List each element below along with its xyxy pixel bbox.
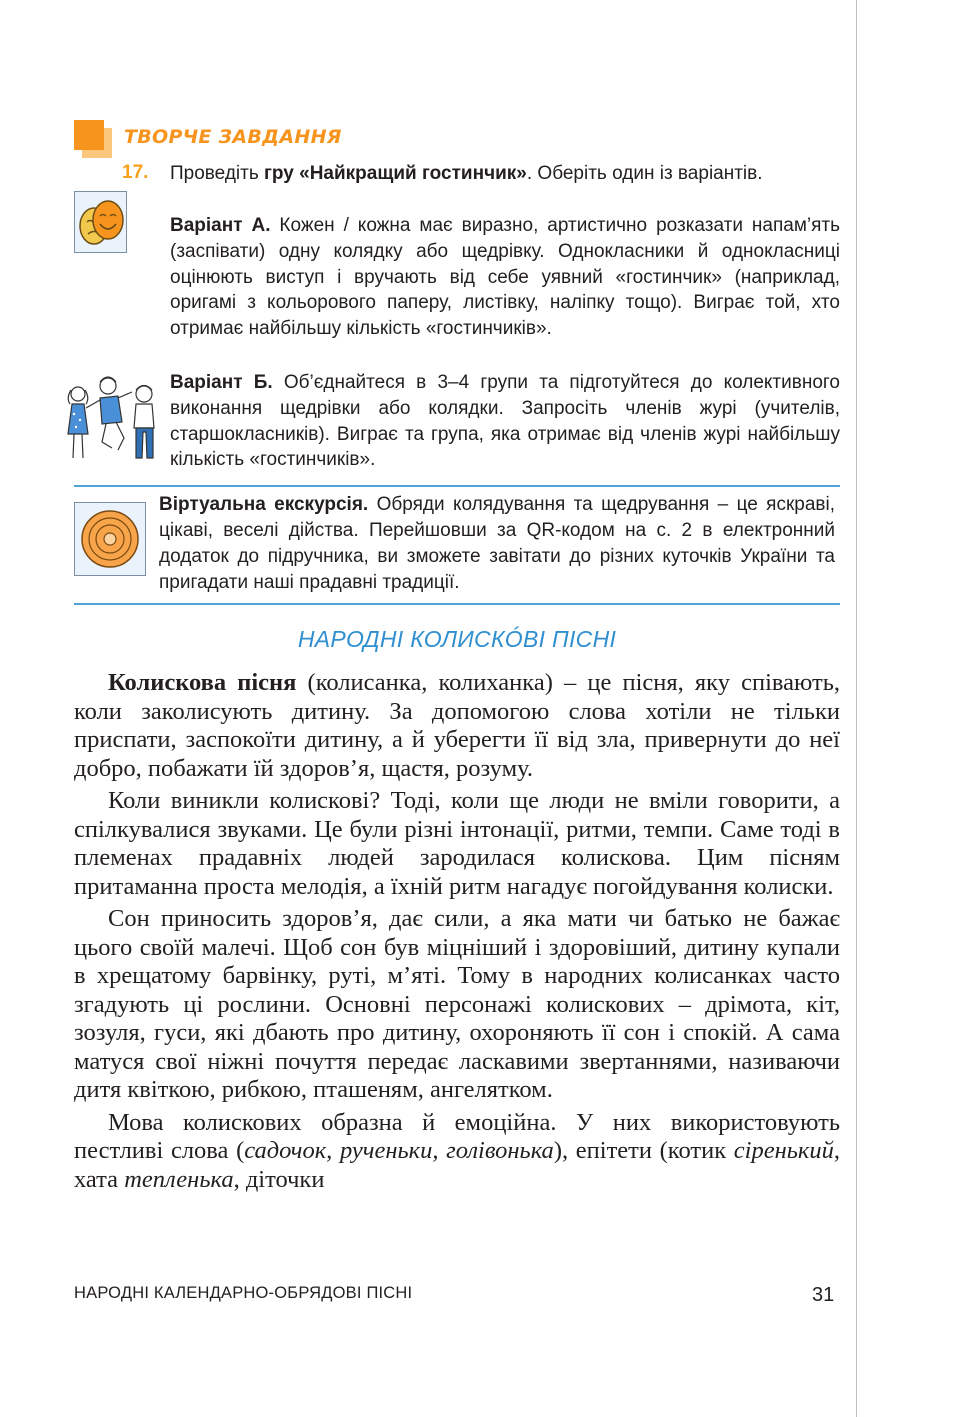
variant-a-label: Варіант А. (170, 215, 271, 236)
paragraph-2: Коли виникли колискові? Тоді, коли ще люди не вміли говорити, а спілкувалися звуками. Це були різні інтонації, ритми, темпи. Саме тоді в племенах прадавніх людей зародилася колискова. Цим пісням притаманна проста мелодія, а їхній ритм нагадує погойдування колиски. (74, 787, 840, 900)
variant-a (170, 213, 840, 342)
paragraph-4-italic: сіренький (733, 1137, 834, 1164)
running-footer-title: НАРОДНІ КАЛЕНДАРНО-ОБРЯДОВІ ПІСНІ (74, 1284, 413, 1302)
paragraph-3: Сон приносить здоров’я, дає сили, а яка мати чи батько не бажає цього своїй малечі. Щоб сон був міцніший і здоровіший, дитину купали в хрещатому барвінку, руті, м’яті. Тому в народних колисанках часто згадують ці рослини. Основні персонажі колискових – дрімота, кіт, зозуля, гуси, які дбають про дитину, охороняють її сон і спокій. А сама матуся свої ніжні почуття передає ласкавими звертаннями, називаючи дитя квіткою, рибкою, пташеням, ангелятком. (74, 905, 840, 1103)
paragraph-1-term: Колискова пісня (108, 669, 297, 696)
variant-a-text: Кожен / кожна має виразно, артистично розказати напам’ять (заспівати) одну колядку або щедрівку. Однокласники й однокласниці оцінюють виступ і вручають від себе уявний «гостинчик» (наприклад, оригамі з кольорового паперу, листівку, наліпку тощо). Виграє той, хто отримає найбільшу кількість «гостинчиків». (170, 215, 840, 340)
paragraph-1 (74, 669, 840, 783)
variant-b (170, 370, 840, 473)
game-name: гру «Найкращий гостинчик» (264, 163, 527, 184)
paragraph-4-italic: садочок, рученьки, голівонька (244, 1137, 554, 1164)
section-title: НАРОДНІ КОЛИСКÓВІ ПІСНІ (297, 626, 617, 652)
variant-b-text: Об’єднайтеся в 3–4 групи та підготуйтеся до колективного виконання щедрівки або колядки. Запросіть членів журі (учителів, старшокласників). Виграє та група, яка отримає від членів журі найбільшу кількість «гостинчиків». (170, 372, 840, 471)
virtual-tour-body: Обряди колядування та щедрування – це яскраві, цікаві, веселі дійства. Перейшовши за QR-кодом на с. 2 в електронний додаток до підручника, ви зможете завітати до різних куточків України та пригадати наші прадавні традиції. (159, 494, 836, 593)
virtual-tour-bottom-rule (74, 603, 840, 605)
theatre-masks-icon (74, 191, 127, 253)
paragraph-4-part: , хата (74, 1137, 840, 1193)
task-number: 17. (122, 162, 149, 183)
page-number: 31 (812, 1284, 835, 1306)
virtual-tour-label: Віртуальна екскурсія. (159, 494, 369, 515)
intro-text-c: . Оберіть один із варіантів. (526, 163, 763, 184)
paragraph-4-part: Мова колискових образна й емоційна. У них використовують пестливі слова ( (74, 1108, 840, 1164)
task-intro (170, 161, 840, 187)
paragraph-1-text: (колисанка, колиханка) – це пісня, яку співають, коли заколисують дитину. За допомогою слова хотіли не тільки приспати, заспокоїти дитину, а й уберегти її від зла, привернути до неї добро, побажати їй здоров’я, щастя, розуму. (74, 669, 840, 782)
vinyl-record-icon (74, 502, 146, 576)
paragraph-4 (74, 1109, 840, 1195)
intro-text-a: Проведіть (170, 163, 265, 184)
section-body (74, 669, 840, 1194)
virtual-tour-text (159, 492, 835, 596)
virtual-tour-top-rule (74, 485, 840, 487)
children-group-icon (62, 372, 166, 464)
creative-task-title: ТВОРЧЕ ЗАВДАННЯ (124, 126, 342, 148)
paragraph-4-part: , діточки (233, 1165, 325, 1193)
header-square-icon (74, 120, 104, 150)
variant-b-label: Варіант Б. (170, 372, 273, 393)
paragraph-4-italic: тепленька (124, 1165, 234, 1193)
page-edge-rule (856, 0, 857, 1417)
paragraph-4-part: ), епітети (котик (553, 1137, 734, 1164)
